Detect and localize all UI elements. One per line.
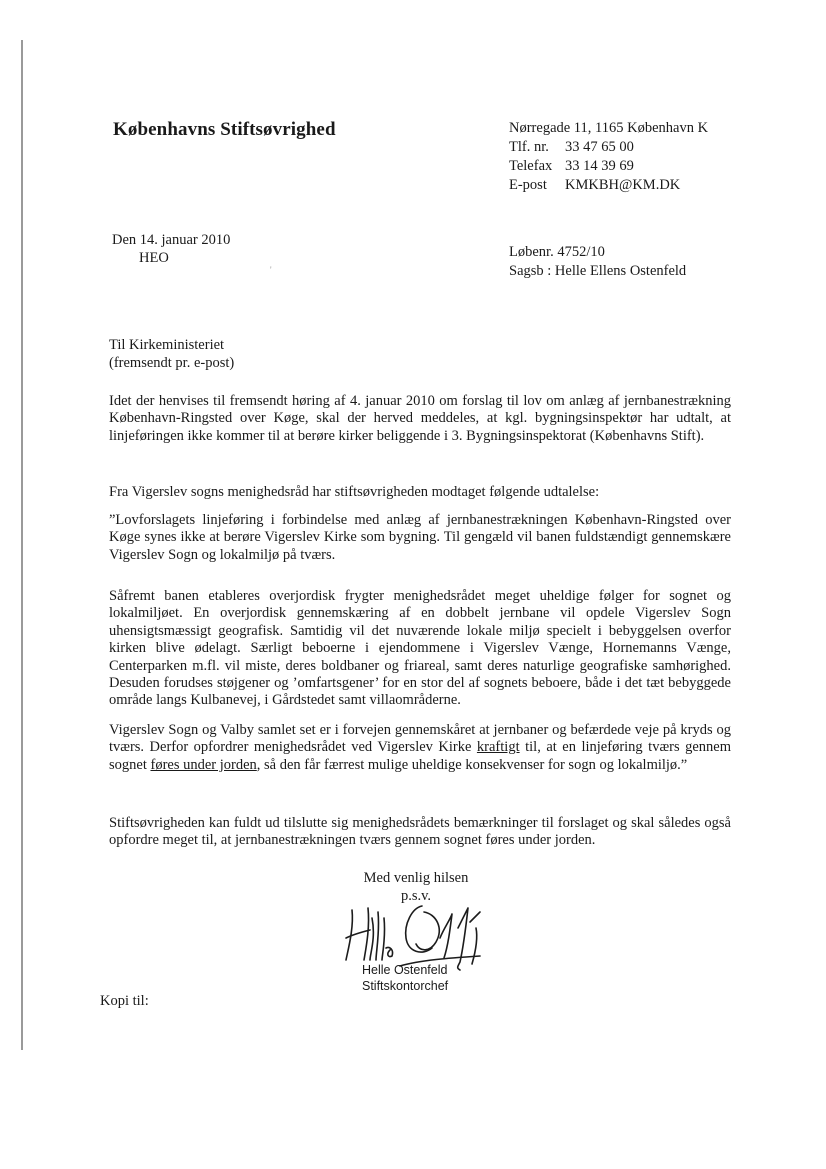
signer-block [362,962,448,994]
phone-number: 33 47 65 00 [565,139,634,155]
quote-text: , så den får færrest mulige uheldige konsekvenser for sogn og lokalmiljø.” [256,756,688,773]
email-label: E-post [509,177,547,193]
sender-initials: HEO [139,250,169,266]
recipient-name: Til Kirkeministeriet [109,337,225,353]
street-address: Nørregade 11, 1165 København K [509,120,709,136]
email-line [509,176,708,195]
quote-text: til, at en linjeføring tværs gennem sognet [109,739,731,773]
signer-title: Stiftskontorchef [362,979,449,993]
phone-label: Tlf. nr. [509,139,549,155]
copy-to-label: Kopi til: [100,993,149,1009]
phone-line [509,138,708,157]
org-name: Københavns Stiftsøvrighed [113,119,336,140]
quote-paragraph-2: Såfremt banen etableres overjordisk frygter menighedsrådet meget uheldige følger for sognet og lokalmiljøet. En overjordisk gennemskæring af en dobbelt jernbane vil opdele Vigerslev Sogn uhensigtsmæssigt geografisk. Samtidig vil det nuværende lokale miljø specielt i bebyggelsen overfor kirken blive ødelagt. Særligt beboerne i ejendommene i Vigerslev Vænge, Hornemanns Vænge, Centerparken m.fl. vil miste, deres boldbaner og friareal, samt deres naturlige geografiske samhørighed. Desuden forudses støjgener og ’omfartsgener’ for en stor del af sognets beboere, både i det tæt bebyggede område langs Kulbanevej, i Gårdstedet samt villaområderne. [109,588,731,709]
fax-number: 33 14 39 69 [565,158,634,174]
date-block [112,231,230,267]
signer-name: Helle Ostenfeld [362,963,448,977]
closing-psv: p.s.v. [400,888,432,904]
recipient-block [109,336,234,372]
letter-date: Den 14. januar 2010 [112,232,231,248]
scan-margin-line [21,40,23,1050]
closing-greeting: Med venlig hilsen [363,870,469,886]
recipient-note: (fremsendt pr. e-post) [109,355,235,371]
body-paragraph-2: Fra Vigerslev sogns menighedsråd har stiftsøvrigheden modtaget følgende udtalelse: [109,484,600,500]
quote-text: Vigerslev Sogn og Valby samlet set er i forvejen gennemskåret at jernbaner og befærdede veje på kryds og tværs. Derfor opfordrer menighedsrådet ved Vigerslev Kirke [109,722,731,756]
underlined-emphasis: føres under jorden [150,756,257,773]
email-address: KMKBH@KM.DK [565,177,681,193]
quote-paragraph-1: ”Lovforslagets linjeføring i forbindelse med anlæg af jernbanestrækningen København-Ringsted over Køge synes ikke at berøre Vigerslev Kirke som bygning. Til gengæld vil banen fuldstændigt gennemskære Vigerslev Sogn og lokalmiljø på tværs. [109,512,731,563]
body-paragraph-conclusion: Stiftsøvrigheden kan fuldt ud tilslutte sig menighedsrådets bemærkninger til forslaget og skal således også opfordre meget til, at jernbanestrækningen tværs gennem sognet føres under jorden. [109,815,731,849]
reference-block [509,243,686,281]
case-officer: Sagsb : Helle Ellens Ostenfeld [509,263,687,279]
quote-paragraph-3 [109,722,731,774]
fax-label: Telefax [509,158,553,174]
fax-line [509,157,708,176]
case-number: Løbenr. 4752/10 [509,244,605,260]
underlined-emphasis: kraftigt [476,739,520,756]
body-paragraph-1: Idet der henvises til fremsendt høring af 4. januar 2010 om forslag til lov om anlæg af jernbanestrækning København-Ringsted over Køge, skal der herved meddeles, at kgl. bygningsinspektør har udtalt, at linjeføringen ikke kommer til at berøre kirker beliggende i 3. Bygningsinspektorat (Københavns Stift). [109,393,731,444]
scan-speck: ' [270,265,272,275]
letterhead-address-block [509,119,708,195]
